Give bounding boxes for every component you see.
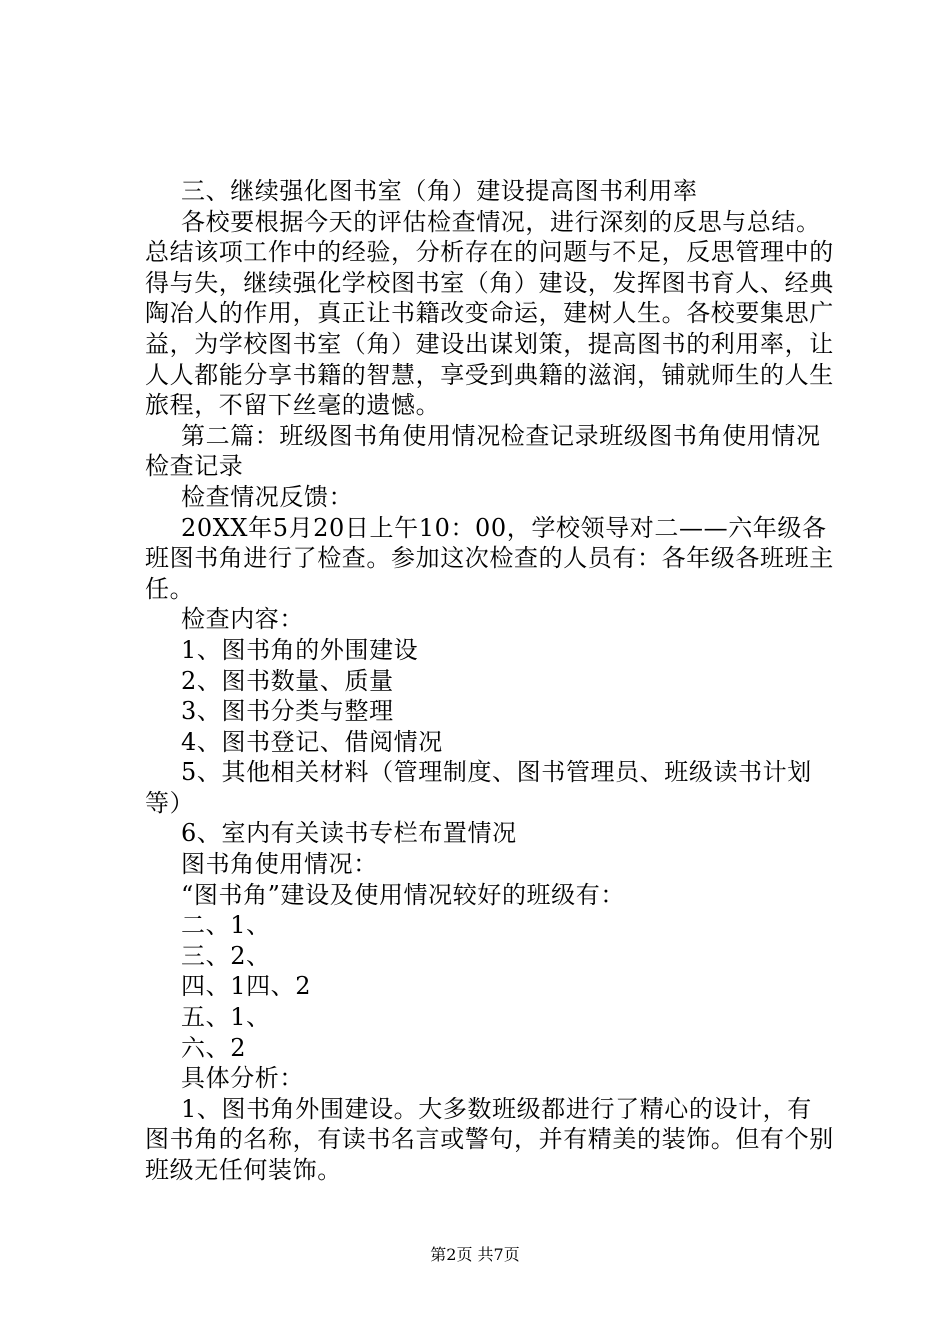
list-item: 2、图书数量、质量 [181, 666, 394, 695]
section-heading: 三、继续强化图书室（角）建设提高图书利用率 [181, 177, 698, 205]
class-list-item: 五、1、 [181, 1003, 271, 1032]
list-item: 3、图书分类与整理 [181, 697, 394, 726]
chapter-title: 第二篇：班级图书角使用情况检查记录班级图书角使用情况检查记录 [145, 421, 821, 481]
subheading: 检查内容： [181, 605, 304, 634]
document-body [145, 176, 835, 1186]
subheading: 图书角使用情况： [181, 850, 378, 879]
list-item: 4、图书登记、借阅情况 [181, 727, 443, 756]
paragraph: “图书角”建设及使用情况较好的班级有： [181, 880, 625, 909]
subheading: 具体分析： [181, 1064, 304, 1093]
paragraph: 20XX年5月20日上午10：00，学校领导对二——六年级各班图书角进行了检查。参加这次检查的人员有：各年级各班班主任。 [145, 513, 834, 603]
list-item: 6、室内有关读书专栏布置情况 [181, 819, 517, 848]
list-item: 1、图书角的外围建设 [181, 635, 419, 664]
class-list-item: 三、2、 [181, 941, 271, 970]
class-list-item: 二、1、 [181, 911, 271, 940]
class-list-item: 四、1四、2 [181, 972, 312, 1001]
subheading: 检查情况反馈： [181, 482, 354, 511]
class-list-item: 六、2 [181, 1033, 247, 1062]
paragraph: 各校要根据今天的评估检查情况，进行深刻的反思与总结。总结该项工作中的经验，分析存在的问题与不足，反思管理中的得与失，继续强化学校图书室（角）建设，发挥图书育人、经典陶冶人的作用，真正让书籍改变命运，建树人生。各校要集思广益，为学校图书室（角）建设出谋划策，提高图书的利用率，让人人都能分享书籍的智慧，享受到典籍的滋润，铺就师生的人生旅程，不留下丝毫的遗憾。 [145, 207, 834, 420]
list-item: 5、其他相关材料（管理制度、图书管理员、班级读书计划等） [145, 758, 812, 817]
page-number-footer: 第2页 共7页 [430, 1245, 520, 1264]
paragraph: 1、图书角外围建设。大多数班级都进行了精心的设计，有图书角的名称，有读书名言或警句，并有精美的装饰。但有个别班级无任何装饰。 [145, 1094, 834, 1184]
